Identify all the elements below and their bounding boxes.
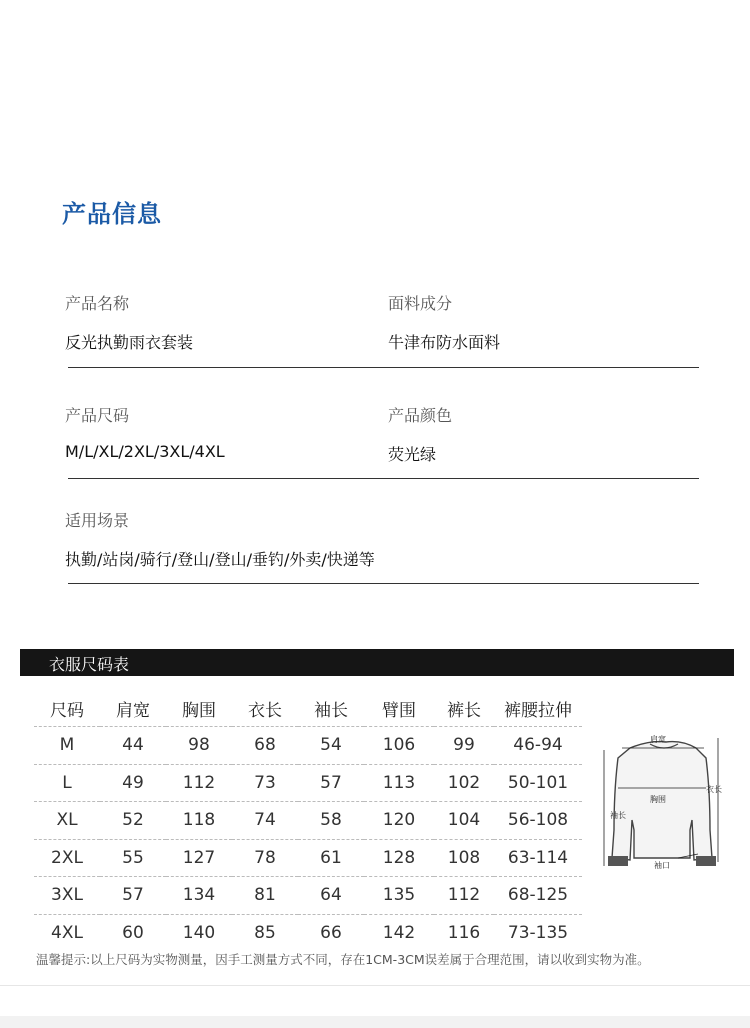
table-cell: 142 <box>364 914 434 951</box>
table-cell: 44 <box>122 735 144 756</box>
left-cuff <box>608 856 628 866</box>
table-cell: 113 <box>364 764 434 802</box>
divider <box>68 583 699 584</box>
table-cell: 57 <box>298 764 364 802</box>
footer-band <box>0 1016 750 1028</box>
table-row <box>34 764 582 802</box>
table-cell: 73 <box>232 764 298 802</box>
product-name-value: 反光执勤雨衣套装 <box>65 333 194 352</box>
info-scene <box>65 508 375 570</box>
scene-value: 执勤/站岗/骑行/登山/登山/垂钓/外卖/快递等 <box>65 550 375 569</box>
table-row <box>34 839 582 877</box>
table-cell: XL <box>34 802 100 840</box>
table-cell: 134 <box>166 877 232 915</box>
table-cell: 106 <box>382 735 416 756</box>
table-cell: 112 <box>166 764 232 802</box>
table-cell: 57 <box>100 877 166 915</box>
size-table <box>34 690 582 951</box>
table-cell: 2XL <box>34 839 100 877</box>
product-name-label: 产品名称 <box>65 294 130 313</box>
shoulder-text: 肩宽 <box>650 735 666 744</box>
table-cell: 58 <box>298 802 364 840</box>
table-cell: 49 <box>100 764 166 802</box>
table-cell: 63-114 <box>494 839 582 877</box>
table-cell: 56-108 <box>494 802 582 840</box>
table-cell: M <box>59 735 75 756</box>
header-cell: 尺码 <box>34 690 100 727</box>
section-title: 产品信息 <box>62 200 162 228</box>
table-cell: 52 <box>100 802 166 840</box>
divider <box>68 478 699 479</box>
table-cell: 85 <box>232 914 298 951</box>
table-cell: 128 <box>364 839 434 877</box>
header-cell: 胸围 <box>166 690 232 727</box>
header-cell: 裤长 <box>434 690 494 727</box>
table-row <box>34 727 582 765</box>
table-cell: 73-135 <box>494 914 582 951</box>
table-cell: 3XL <box>34 877 100 915</box>
divider <box>0 985 750 986</box>
table-cell: 135 <box>364 877 434 915</box>
table-row <box>34 802 582 840</box>
table-cell: 74 <box>232 802 298 840</box>
table-cell: 46-94 <box>513 735 563 756</box>
table-row <box>34 877 582 915</box>
table-cell: 54 <box>320 735 342 756</box>
header-cell: 臂围 <box>364 690 434 727</box>
table-cell: 60 <box>100 914 166 951</box>
table-cell: 4XL <box>34 914 100 951</box>
header-cell: 衣长 <box>232 690 298 727</box>
table-cell: 104 <box>434 802 494 840</box>
table-cell: L <box>34 764 100 802</box>
table-cell: 118 <box>166 802 232 840</box>
fabric-value: 牛津布防水面料 <box>388 333 501 352</box>
info-product-name <box>65 291 193 353</box>
info-size <box>65 403 225 461</box>
garment-measure-diagram <box>594 730 734 880</box>
table-cell: 64 <box>298 877 364 915</box>
color-label: 产品颜色 <box>388 406 453 425</box>
size-value: M/L/XL/2XL/3XL/4XL <box>65 442 225 461</box>
right-cuff <box>696 856 716 866</box>
size-label: 产品尺码 <box>65 406 130 425</box>
chest-text: 胸围 <box>650 795 666 804</box>
table-cell: 61 <box>298 839 364 877</box>
scene-label: 适用场景 <box>65 511 130 530</box>
table-cell: 66 <box>298 914 364 951</box>
divider <box>68 367 699 368</box>
table-row <box>34 914 582 951</box>
table-cell: 68-125 <box>494 877 582 915</box>
table-cell: 55 <box>100 839 166 877</box>
table-cell: 116 <box>434 914 494 951</box>
table-cell: 81 <box>232 877 298 915</box>
table-cell: 50-101 <box>494 764 582 802</box>
cuff-text: 袖口 <box>654 861 670 870</box>
color-value: 荧光绿 <box>388 445 437 464</box>
table-cell: 102 <box>434 764 494 802</box>
table-cell: 120 <box>364 802 434 840</box>
size-table-header <box>34 690 582 727</box>
length-text: 衣长 <box>706 785 722 794</box>
info-color <box>388 403 452 465</box>
table-cell: 98 <box>188 735 210 756</box>
fabric-label: 面料成分 <box>388 294 453 313</box>
table-cell: 108 <box>434 839 494 877</box>
table-cell: 127 <box>166 839 232 877</box>
size-chart-banner <box>20 649 734 676</box>
size-chart-title: 衣服尺码表 <box>49 655 130 674</box>
header-cell: 肩宽 <box>100 690 166 727</box>
header-cell: 裤腰拉伸 <box>494 690 582 727</box>
table-cell: 140 <box>166 914 232 951</box>
table-cell: 99 <box>453 735 475 756</box>
table-cell: 78 <box>232 839 298 877</box>
sleeve-text: 袖长 <box>610 811 626 820</box>
header-cell: 袖长 <box>298 690 364 727</box>
size-note: 温馨提示:以上尺码为实物测量，因手工测量方式不同，存在1CM-3CM误差属于合理范围，请以收到实物为准。 <box>36 952 650 967</box>
info-fabric <box>388 291 500 353</box>
table-cell: 112 <box>434 877 494 915</box>
table-cell: 68 <box>254 735 276 756</box>
